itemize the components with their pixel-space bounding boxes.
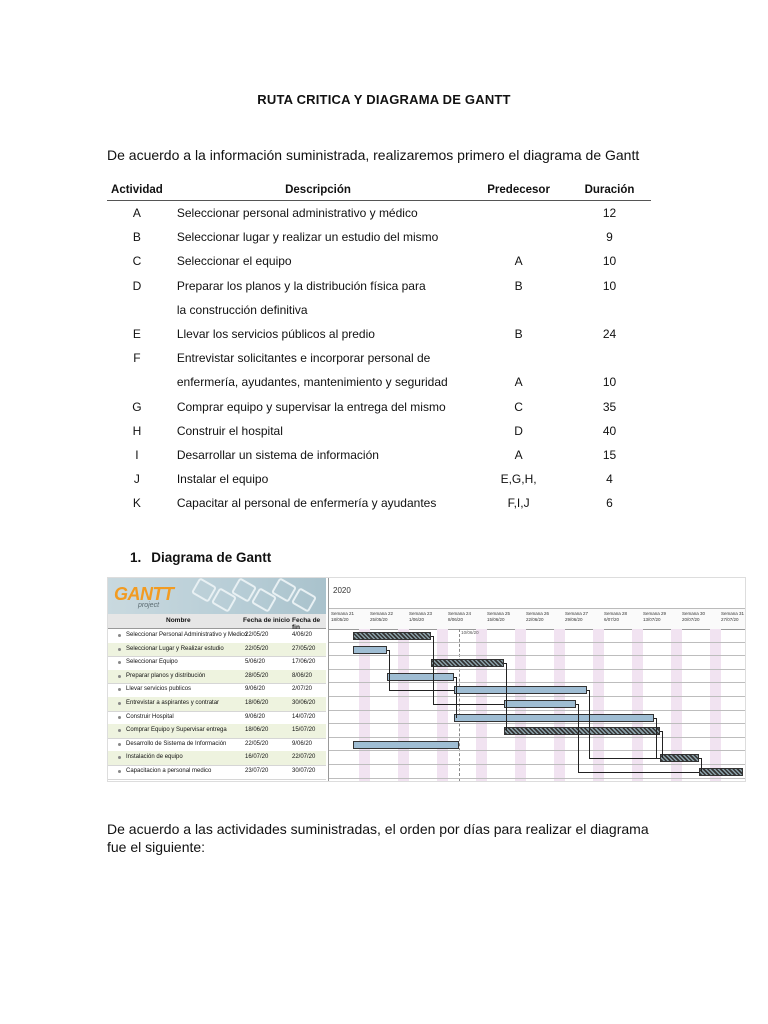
dependency-connector xyxy=(701,758,702,772)
row-gridline xyxy=(329,737,746,738)
task-start: 16/07/20 xyxy=(245,754,269,761)
gantt-logo-subtext: project xyxy=(138,602,160,609)
activity-duration: 10 xyxy=(602,278,617,293)
dependency-connector xyxy=(656,718,657,759)
week-date: 20/07/20 xyxy=(682,617,700,622)
activity-description: Seleccionar personal administrativo y médico xyxy=(176,206,418,221)
task-name: Llevar servicios publicos xyxy=(126,686,192,693)
gantt-task-row xyxy=(108,629,326,644)
week-number: Semana 25 xyxy=(487,611,511,616)
row-gridline xyxy=(329,682,746,683)
activity-predecessor: A xyxy=(514,375,523,390)
dependency-connector xyxy=(589,758,659,759)
activity-predecessor xyxy=(469,201,568,226)
activity-id: B xyxy=(132,230,141,245)
row-gridline xyxy=(329,669,746,670)
week-date: 15/06/20 xyxy=(487,617,505,622)
section-number: 1. xyxy=(130,550,142,565)
weekend-stripe xyxy=(710,629,721,781)
gantt-bar xyxy=(431,659,503,667)
task-end: 30/06/20 xyxy=(292,700,316,706)
activity-predecessor: F,I,J xyxy=(507,496,530,511)
header-predecessor: Predecesor xyxy=(469,181,568,201)
task-end: 22/07/20 xyxy=(292,754,316,761)
task-start: 23/07/20 xyxy=(245,768,269,774)
activity-duration: 40 xyxy=(602,423,617,438)
task-end: 15/07/20 xyxy=(292,727,316,734)
task-name: Capacitacion a personal medico xyxy=(126,768,212,774)
week-number: Semana 28 xyxy=(604,611,628,616)
col-name: Nombre xyxy=(166,617,191,624)
activity-id: F xyxy=(133,351,141,366)
week-label xyxy=(643,611,666,623)
activity-description: Preparar los planos y la distribución física para xyxy=(176,278,426,293)
table-row xyxy=(107,370,651,394)
bullet-icon xyxy=(118,743,121,746)
activity-predecessor: B xyxy=(514,327,523,342)
row-gridline xyxy=(329,723,746,724)
week-label xyxy=(604,611,627,623)
gantt-timeline xyxy=(328,578,746,781)
task-name: Comprar Equipo y Supervisar entrega xyxy=(126,727,227,734)
task-name: Seleccionar Personal Administrativo y Medico xyxy=(126,632,248,638)
week-date: 1/06/20 xyxy=(409,617,425,622)
gantt-task-row xyxy=(108,670,326,685)
gantt-bar xyxy=(353,646,386,654)
week-number: Semana 21 xyxy=(331,611,355,616)
task-end: 30/07/20 xyxy=(292,768,316,774)
header-description: Descripción xyxy=(167,181,469,201)
gantt-task-row xyxy=(108,751,326,766)
activity-duration: 12 xyxy=(602,206,617,221)
closing-line-1: De acuerdo a las actividades suministradas, el orden por días para realizar el diagrama xyxy=(107,821,649,837)
activity-predecessor: D xyxy=(514,423,523,438)
closing-line-2: fue el siguiente: xyxy=(107,839,206,855)
activity-id: K xyxy=(132,496,141,511)
dependency-connector xyxy=(433,636,434,704)
dependency-connector xyxy=(506,663,507,731)
table-row xyxy=(107,322,651,346)
activity-duration: 9 xyxy=(606,230,613,245)
gantt-bar xyxy=(504,727,660,735)
activity-description: Llevar los servicios públicos al predio xyxy=(176,327,375,342)
dependency-connector xyxy=(578,772,699,773)
week-date: 8/06/20 xyxy=(448,617,464,622)
task-end: 8/06/20 xyxy=(292,672,313,679)
dependency-connector xyxy=(389,650,390,691)
activity-duration xyxy=(568,346,651,370)
table-row xyxy=(107,346,651,370)
week-label xyxy=(370,611,393,623)
gantt-bar xyxy=(504,700,576,708)
task-start: 28/05/20 xyxy=(245,672,269,679)
gantt-chart-image xyxy=(107,577,746,782)
week-label xyxy=(487,611,510,623)
activity-description: Comprar equipo y supervisar la entrega del mismo xyxy=(176,399,446,414)
week-number: Semana 27 xyxy=(565,611,589,616)
activity-duration: 10 xyxy=(602,375,617,390)
task-end: 27/05/20 xyxy=(292,645,316,652)
task-start: 22/05/20 xyxy=(245,740,269,747)
week-date: 25/05/20 xyxy=(370,617,388,622)
table-row xyxy=(107,274,651,298)
activity-predecessor xyxy=(469,346,568,370)
activity-description: enfermería, ayudantes, mantenimiento y seguridad xyxy=(176,375,448,390)
activity-description: Instalar el equipo xyxy=(176,472,269,487)
row-gridline xyxy=(329,655,746,656)
weekend-stripe xyxy=(437,629,448,781)
gantt-bar xyxy=(660,754,699,762)
task-name: Desarrollo de Sistema de Información xyxy=(126,740,227,747)
gantt-bar xyxy=(353,741,459,749)
gantt-logo-text: GANTT xyxy=(114,584,174,604)
page-title: RUTA CRITICA Y DIAGRAMA DE GANTT xyxy=(257,92,511,107)
task-name: Preparar planos y distribución xyxy=(126,672,206,679)
activity-predecessor: A xyxy=(514,254,523,269)
bullet-icon xyxy=(118,770,121,773)
week-number: Semana 26 xyxy=(526,611,550,616)
table-row xyxy=(107,201,651,226)
week-number: Semana 22 xyxy=(370,611,394,616)
section-heading xyxy=(130,550,271,565)
today-marker xyxy=(459,629,460,781)
week-date: 27/07/20 xyxy=(721,617,739,622)
row-gridline xyxy=(329,710,746,711)
dependency-connector xyxy=(589,690,590,758)
section-title: Diagrama de Gantt xyxy=(151,550,272,565)
week-date: 18/05/20 xyxy=(331,617,349,622)
bullet-icon xyxy=(118,729,121,732)
bullet-icon xyxy=(118,634,121,637)
table-row xyxy=(107,443,651,467)
bullet-icon xyxy=(118,756,121,759)
bullet-icon xyxy=(118,688,121,691)
today-label: 10/06/20 xyxy=(461,630,479,635)
task-start: 5/06/20 xyxy=(245,659,266,666)
gantt-task-row xyxy=(108,683,326,698)
activity-id xyxy=(107,370,167,394)
activity-id: D xyxy=(132,278,142,293)
activity-id xyxy=(107,298,167,322)
table-row xyxy=(107,419,651,443)
activity-duration: 6 xyxy=(606,496,613,511)
gantt-logo xyxy=(108,578,326,614)
task-name: Seleccionar Equipo xyxy=(126,659,178,666)
activity-predecessor: C xyxy=(514,399,523,414)
activity-id: J xyxy=(133,472,140,487)
activity-duration xyxy=(568,298,651,322)
activities-table xyxy=(107,181,651,515)
bullet-icon xyxy=(118,648,121,651)
task-start: 9/06/20 xyxy=(245,686,266,693)
task-end: 9/06/20 xyxy=(292,740,313,747)
activity-id: I xyxy=(135,447,139,462)
week-label xyxy=(331,611,354,623)
activity-description: Entrevistar solicitantes e incorporar personal de xyxy=(176,351,431,366)
gantt-task-row xyxy=(108,738,326,753)
activity-id: C xyxy=(132,254,142,269)
gantt-bar xyxy=(353,632,431,640)
task-name: Seleccionar Lugar y Realizar estudio xyxy=(126,645,224,652)
week-label xyxy=(409,611,432,623)
dependency-connector xyxy=(662,731,663,758)
task-start: 18/06/20 xyxy=(245,727,269,734)
header-duration: Duración xyxy=(568,181,651,201)
activity-predecessor: A xyxy=(514,447,523,462)
bullet-icon xyxy=(118,716,121,719)
week-number: Semana 31 xyxy=(721,611,745,616)
activity-duration: 15 xyxy=(602,447,617,462)
week-label xyxy=(721,611,744,623)
header-activity: Actividad xyxy=(107,181,167,201)
task-name: Instalación de equipo xyxy=(126,754,183,761)
activity-description: Seleccionar lugar y realizar un estudio del mismo xyxy=(176,230,439,245)
bullet-icon xyxy=(118,661,121,664)
gantt-task-row xyxy=(108,724,326,739)
week-number: Semana 29 xyxy=(643,611,667,616)
bullet-icon xyxy=(118,675,121,678)
activity-predecessor xyxy=(469,298,568,322)
gantt-bar xyxy=(454,714,655,722)
task-start: 18/06/20 xyxy=(245,700,269,706)
intro-paragraph: De acuerdo a la información suministrada, realizaremos primero el diagrama de Gantt xyxy=(107,147,640,163)
activity-description: Desarrollar un sistema de información xyxy=(176,447,379,462)
week-date: 22/06/20 xyxy=(526,617,544,622)
bullet-icon xyxy=(118,702,121,705)
table-row xyxy=(107,491,651,515)
gantt-task-row xyxy=(108,656,326,671)
closing-paragraph xyxy=(107,820,649,856)
activity-duration: 24 xyxy=(602,327,617,342)
week-label xyxy=(526,611,549,623)
task-end: 17/06/20 xyxy=(292,659,316,666)
table-row xyxy=(107,298,651,322)
activity-description: Capacitar al personal de enfermería y ayudantes xyxy=(176,496,437,511)
activity-id: G xyxy=(132,399,142,414)
table-row xyxy=(107,395,651,419)
activity-predecessor xyxy=(469,225,568,249)
task-end: 14/07/20 xyxy=(292,713,316,720)
gantt-task-row xyxy=(108,765,326,780)
activity-predecessor: E,G,H, xyxy=(500,472,537,487)
week-date: 29/06/20 xyxy=(565,617,583,622)
task-name: Construir Hospital xyxy=(126,713,174,720)
activities-table-body xyxy=(107,201,651,516)
week-date: 6/07/20 xyxy=(604,617,620,622)
dependency-connector xyxy=(578,704,579,772)
task-end: 2/07/20 xyxy=(292,686,313,693)
week-date: 13/07/20 xyxy=(643,617,661,622)
weekend-stripe xyxy=(476,629,487,781)
activity-duration: 10 xyxy=(602,254,617,269)
row-gridline xyxy=(329,750,746,751)
week-label xyxy=(448,611,471,623)
gantt-task-row xyxy=(108,711,326,726)
gantt-task-panel xyxy=(108,578,326,781)
dependency-connector xyxy=(433,704,503,705)
task-start: 22/05/20 xyxy=(245,632,269,638)
gantt-bar xyxy=(699,768,744,776)
activity-id: A xyxy=(132,206,141,221)
week-number: Semana 23 xyxy=(409,611,433,616)
row-gridline xyxy=(329,778,746,779)
task-name: Entrevistar a aspirantes y contratar xyxy=(126,700,220,706)
gantt-bar xyxy=(454,686,588,694)
task-start: 9/06/20 xyxy=(245,713,266,720)
activity-duration: 35 xyxy=(602,399,617,414)
week-number: Semana 24 xyxy=(448,611,472,616)
task-end: 4/06/20 xyxy=(292,632,313,638)
table-row xyxy=(107,249,651,273)
task-start: 22/05/20 xyxy=(245,645,269,652)
week-label xyxy=(682,611,705,623)
activity-description: Construir el hospital xyxy=(176,423,283,438)
col-start: Fecha de inicio xyxy=(243,617,290,624)
dependency-connector xyxy=(389,690,454,691)
gantt-task-row xyxy=(108,643,326,658)
activity-description: Seleccionar el equipo xyxy=(176,254,292,269)
gantt-bar xyxy=(387,673,454,681)
activity-duration: 4 xyxy=(606,472,613,487)
weekend-stripe xyxy=(398,629,409,781)
col-end: Fecha de fin xyxy=(292,617,321,631)
activity-description: la construcción definitiva xyxy=(176,302,308,317)
row-gridline xyxy=(329,764,746,765)
dependency-connector xyxy=(456,677,457,718)
activity-predecessor: B xyxy=(514,278,523,293)
row-gridline xyxy=(329,696,746,697)
week-label xyxy=(565,611,588,623)
activity-id: E xyxy=(132,327,141,342)
table-row xyxy=(107,225,651,249)
week-number: Semana 30 xyxy=(682,611,706,616)
gantt-year: 2020 xyxy=(333,586,351,595)
gantt-column-header xyxy=(108,614,326,629)
table-row xyxy=(107,467,651,491)
row-gridline xyxy=(329,642,746,643)
activity-id: H xyxy=(132,423,142,438)
gantt-week-header xyxy=(329,608,746,630)
gantt-task-row xyxy=(108,697,326,712)
